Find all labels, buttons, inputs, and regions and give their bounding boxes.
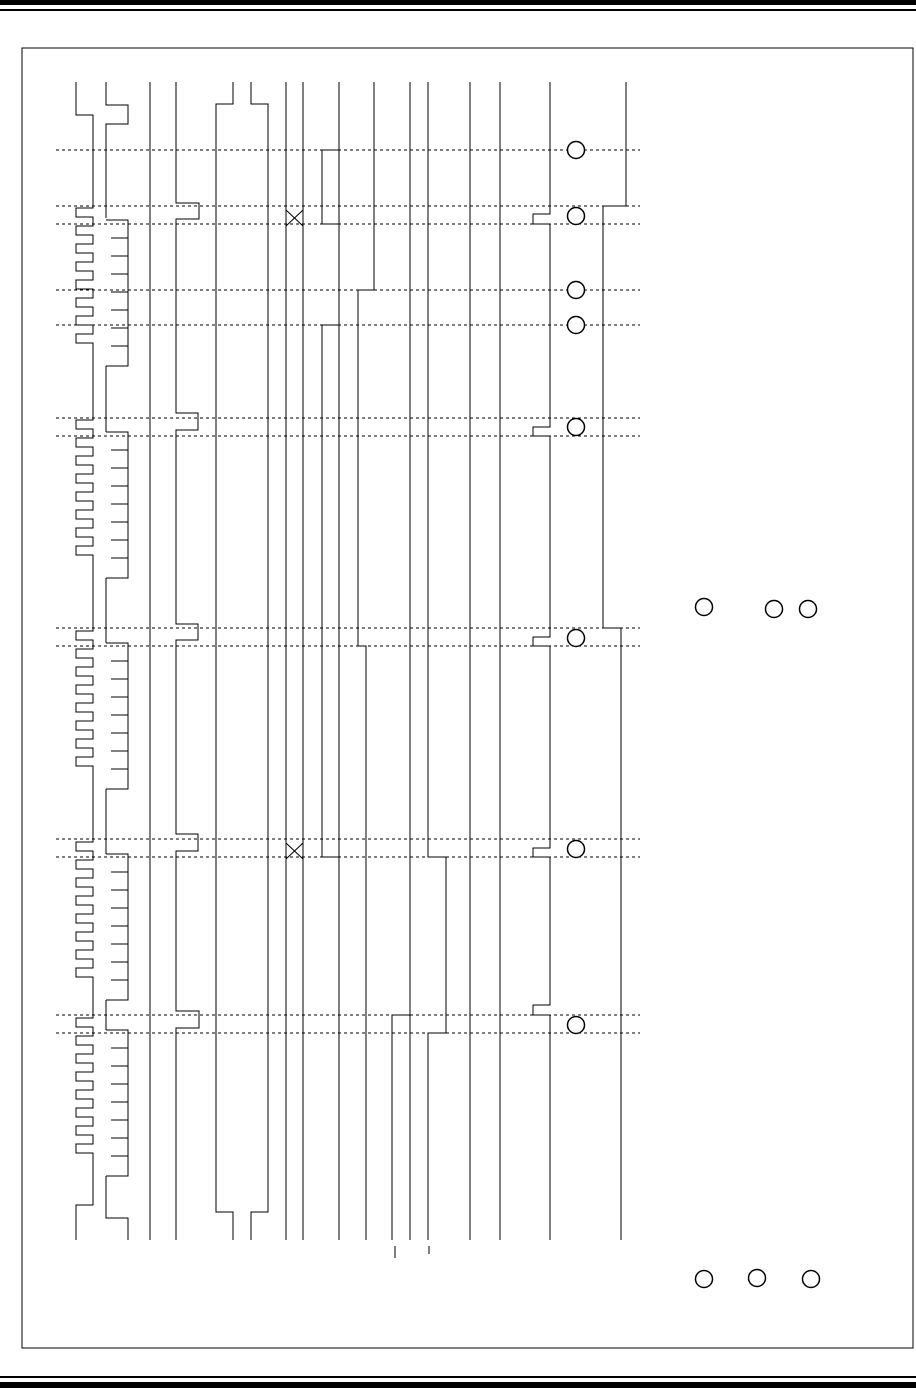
strobe-signal <box>176 82 199 1240</box>
sync-signal-b <box>392 1015 410 1240</box>
data-frame-1 <box>106 432 128 578</box>
data-frame-0 <box>106 220 128 366</box>
clock-signal <box>76 82 93 1240</box>
mode-signal <box>322 82 339 1240</box>
waveforms <box>76 82 626 1258</box>
event-marker-9 <box>766 601 783 618</box>
event-marker-0 <box>568 142 585 159</box>
event-marker-10 <box>800 601 817 618</box>
event-marker-2 <box>568 282 585 299</box>
event-marker-1 <box>568 208 585 225</box>
done-signal <box>603 82 626 1240</box>
event-dashed-lines <box>56 150 640 1033</box>
event-marker-12 <box>749 1270 766 1287</box>
data-frame-2 <box>106 643 128 789</box>
page-top-rule <box>0 0 916 11</box>
event-marker-3 <box>568 317 585 334</box>
enable-signal-b <box>251 82 268 1240</box>
figure-frame <box>22 48 913 1348</box>
event-marker-6 <box>568 841 585 858</box>
enable-signal-a <box>216 82 233 1240</box>
data-signal-bottom <box>106 1176 128 1240</box>
event-marker-4 <box>568 419 585 436</box>
event-markers <box>568 142 820 1288</box>
page-bottom-rule <box>0 1376 916 1388</box>
busy-signal <box>358 82 374 1240</box>
data-frame-3 <box>106 854 128 1000</box>
event-marker-7 <box>568 1017 585 1034</box>
event-marker-8 <box>696 599 713 616</box>
ack-signal <box>533 82 550 1240</box>
event-marker-11 <box>696 1271 713 1288</box>
event-marker-13 <box>803 1271 820 1288</box>
sync-signal <box>428 82 446 1240</box>
event-marker-5 <box>568 630 585 647</box>
data-frame-4 <box>106 1030 128 1176</box>
